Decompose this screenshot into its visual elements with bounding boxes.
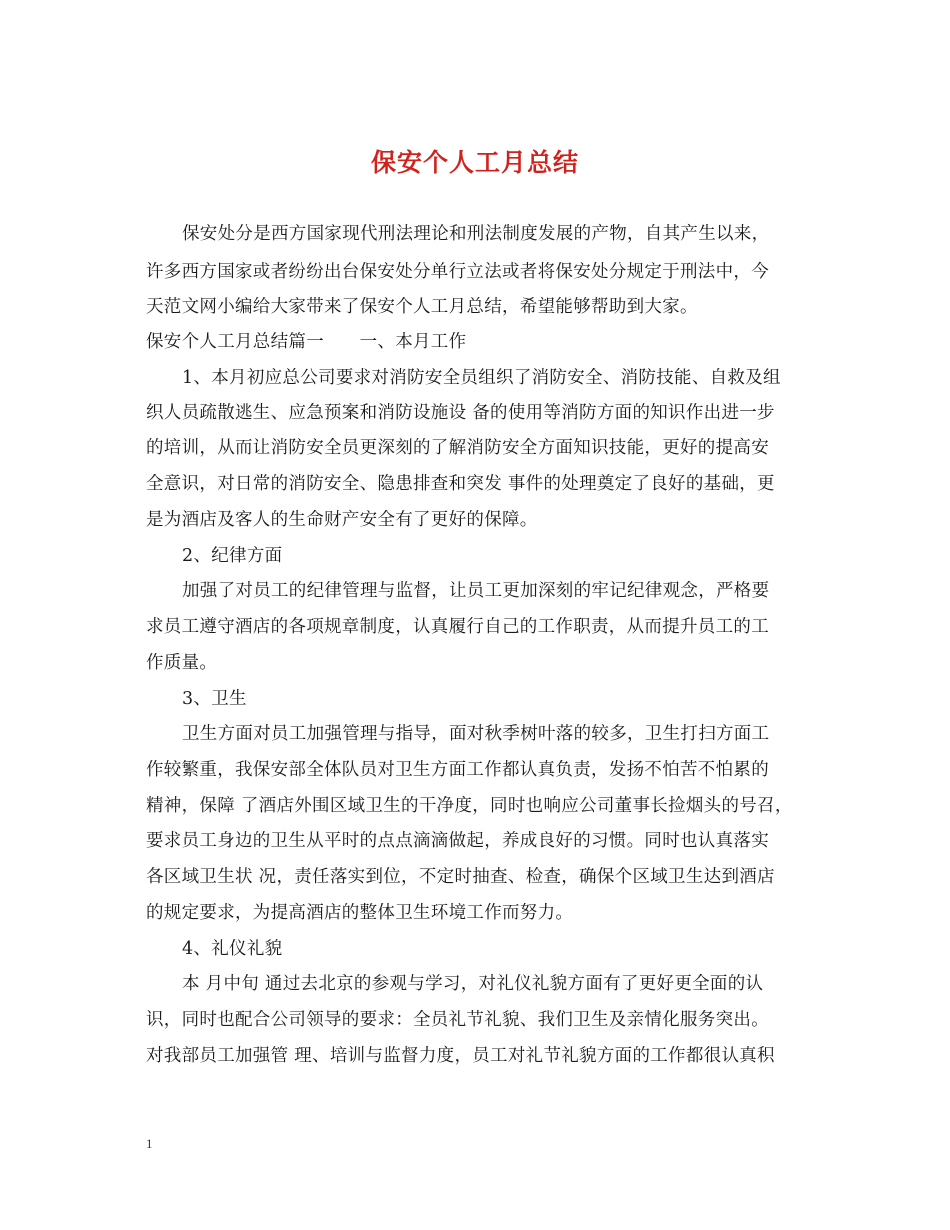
paragraph-line: 天范文网小编给大家带来了保安个人工月总结，希望能够帮助到大家。 <box>146 297 698 317</box>
paragraph-line: 作质量。 <box>146 653 218 673</box>
paragraph-line: 本 月中旬 通过去北京的参观与学习，对礼仪礼貌方面有了更好更全面的认 <box>182 974 764 994</box>
paragraph-line: 精神，保障 了酒店外围区域卫生的干净度，同时也响应公司董事长捡烟头的号召， <box>146 796 793 816</box>
paragraph-line: 对我部员工加强管 理、培训与监督力度，员工对礼节礼貌方面的工作都很认真积 <box>146 1046 775 1066</box>
paragraph-line: 作较繁重，我保安部全体队员对卫生方面工作都认真负责，发扬不怕苦不怕累的 <box>146 760 769 780</box>
paragraph-line: 各区域卫生状 况，责任落实到位，不定时抽查、检查，确保个区域卫生达到酒店 <box>146 867 775 887</box>
paragraph-line: 卫生方面对员工加强管理与指导，面对秋季树叶落的较多，卫生打扫方面工 <box>182 724 770 744</box>
paragraph-line: 识，同时也配合公司领导的要求：全员礼节礼貌、我们卫生及亲情化服务突出。 <box>146 1010 769 1030</box>
paragraph-line: 加强了对员工的纪律管理与监督，让员工更加深刻的牢记纪律观念，严格要 <box>182 581 770 601</box>
subsection-heading: 3、卫生 <box>182 689 247 709</box>
paragraph-line: 许多西方国家或者纷纷出台保安处分单行立法或者将保安处分规定于刑法中，今 <box>146 262 769 282</box>
paragraph-line: 的规定要求，为提高酒店的整体卫生环境工作而努力。 <box>146 903 574 923</box>
document-title: 保安个人工月总结 <box>370 148 579 177</box>
section-heading: 保安个人工月总结篇一 一、本月工作 <box>146 332 467 352</box>
paragraph-line: 是为酒店及客人的生命财产安全有了更好的保障。 <box>146 510 538 530</box>
subsection-heading: 4、礼仪礼貌 <box>182 939 283 959</box>
paragraph-line: 要求员工身边的卫生从平时的点点滴滴做起，养成良好的习惯。同时也认真落实 <box>146 831 769 851</box>
paragraph-line: 全意识，对日常的消防安全、隐患排查和突发 事件的处理奠定了良好的基础，更 <box>146 474 775 494</box>
paragraph-line: 织人员疏散逃生、应急预案和消防设施设 备的使用等消防方面的知识作出进一步 <box>146 403 775 423</box>
page-number: 1 <box>146 1136 153 1151</box>
subsection-heading: 2、纪律方面 <box>182 546 283 566</box>
paragraph-line: 1、本月初应总公司要求对消防安全员组织了消防安全、消防技能、自救及组 <box>182 368 781 388</box>
paragraph-line: 保安处分是西方国家现代刑法理论和刑法制度发展的产物，自其产生以来， <box>182 224 770 244</box>
paragraph-line: 求员工遵守酒店的各项规章制度，认真履行自己的工作职责，从而提升员工的工 <box>146 617 769 637</box>
paragraph-line: 的培训，从而让消防安全员更深刻的了解消防安全方面知识技能，更好的提高安 <box>146 438 769 458</box>
